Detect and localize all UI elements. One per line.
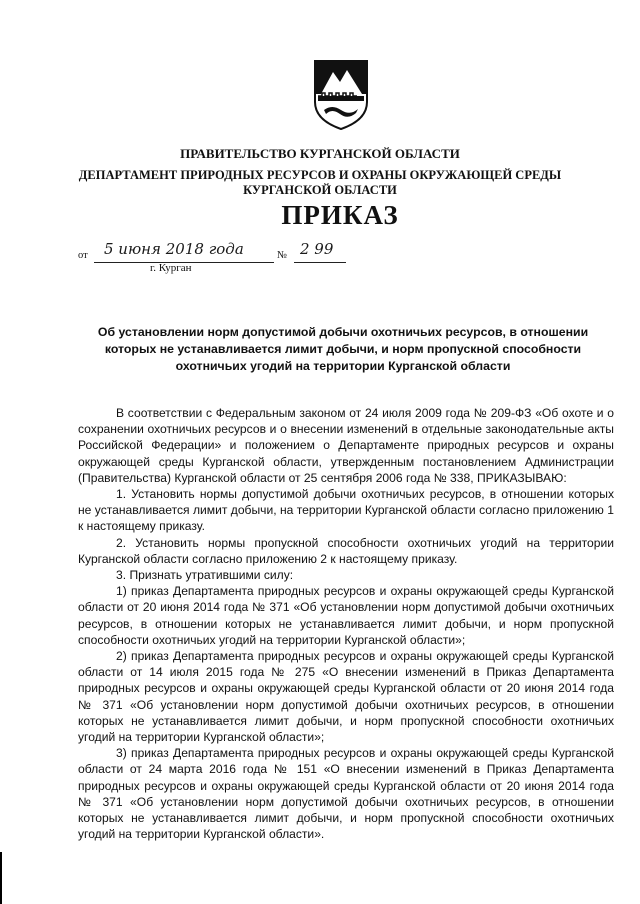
government-name: ПРАВИТЕЛЬСТВО КУРГАНСКОЙ ОБЛАСТИ: [180, 146, 460, 161]
item-1-paragraph: 1. Установить нормы допустимой добычи охотничьих ресурсов, в отношении которых не устанавливается лимит добычи, на территории Курганской области согласно приложению 1 к настоящему приказу.: [78, 487, 614, 534]
handwritten-number: 2 99: [300, 240, 334, 258]
order-body: [78, 405, 614, 842]
number-label: №: [277, 250, 288, 261]
subject-line-1: Об установлении норм допустимой добычи охотничьих ресурсов, в отношении: [97, 325, 589, 339]
department-line-1: ДЕПАРТАМЕНТ ПРИРОДНЫХ РЕСУРСОВ И ОХРАНЫ ОКРУЖАЮЩЕЙ СРЕДЫ: [78, 168, 562, 182]
item-3-2-paragraph: 2) приказ Департамента природных ресурсов и охраны окружающей среды Курганской области от 14 июля 2015 года № 275 «О внесении изменений в Приказ Департамента природных ресурсов и охраны окружающей среды Курганской области от 20 июня 2014 года № 371 «Об установлении норм допустимой добычи охотничьих ресурсов, в отношении которых не устанавливается лимит добычи, и норм пропускной способности охотничьих угодий на территории Курганской области»;: [78, 649, 614, 745]
document-type-title: ПРИКАЗ: [281, 200, 399, 230]
item-2-paragraph: 2. Установить нормы пропускной способности охотничьих угодий на территории Курганской области согласно приложению 2 к настоящему приказу.: [78, 535, 614, 566]
date-label: от: [78, 250, 88, 261]
city: г. Курган: [150, 262, 192, 274]
item-3-3-paragraph: 3) приказ Департамента природных ресурсов и охраны окружающей среды Курганской области от 24 марта 2016 года № 151 «О внесении изменений в Приказ Департамента природных ресурсов и охраны окружающей среды Курганской области от 20 июня 2014 года № 371 «Об установлении норм допустимой добычи охотничьих ресурсов, в отношении которых не устанавливается лимит добычи, и норм пропускной способности охотничьих угодий на территории Курганской области».: [78, 746, 614, 842]
handwritten-date: 5 июня 2018 года: [104, 240, 244, 258]
department-name: [0, 168, 640, 198]
scan-edge-mark: [0, 852, 2, 904]
subject-line-3: охотничьих угодий на территории Курганской области: [175, 359, 511, 373]
subject-line-2: которых не устанавливается лимит добычи, и норм пропускной способности: [104, 342, 582, 356]
order-subject: [70, 324, 616, 375]
kurgan-coat-of-arms-icon: [312, 58, 370, 132]
item-3-paragraph: 3. Признать утратившими силу:: [116, 568, 294, 583]
item-3-1-paragraph: 1) приказ Департамента природных ресурсов и охраны окружающей среды Курганской области от 20 июня 2014 года № 371 «Об установлении норм допустимой добычи охотничьих ресурсов, в отношении которых не устанавливается лимит добычи, и норм пропускной способности охотничьих угодий на территории Курганской области»;: [78, 584, 614, 647]
preamble-paragraph: В соответствии с Федеральным законом от 24 июля 2009 года № 209-ФЗ «Об охоте и о сохранении охотничьих ресурсов и о внесении изменений в отдельные законодательные акты Российской Федерации» и положением о Департаменте природных ресурсов и охраны окружающей среды Курганской области, утвержденным постановлением Администрации (Правительства) Курганской области от 25 сентября 2006 года № 338, ПРИКАЗЫВАЮ:: [78, 406, 614, 485]
number-underline: [294, 262, 346, 263]
department-line-2: КУРГАНСКОЙ ОБЛАСТИ: [243, 183, 397, 197]
